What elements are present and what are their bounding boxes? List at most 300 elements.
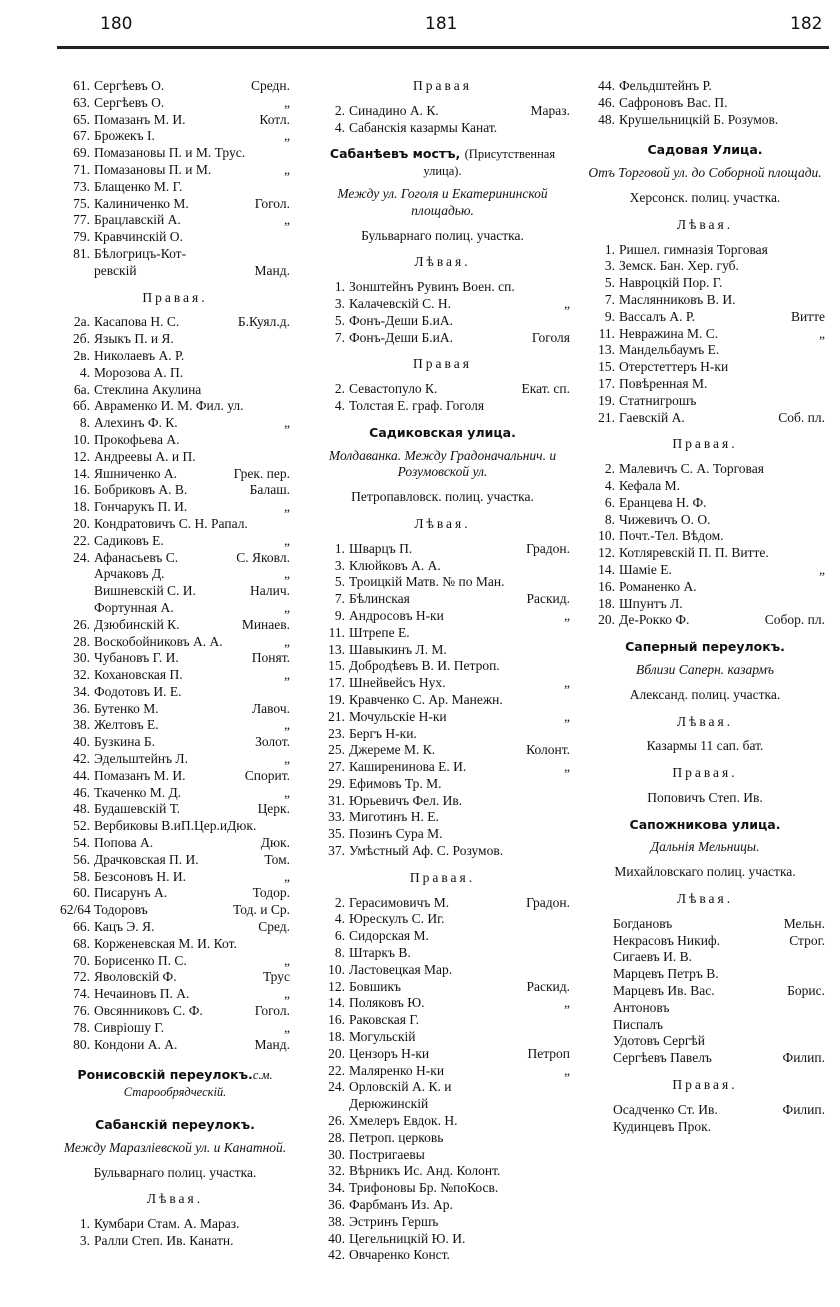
owner-name: Корженевская М. И. Кот. — [94, 935, 237, 951]
house-number: 79. — [73, 229, 90, 245]
owner-name: Навроцкій Пор. Г. — [619, 275, 723, 291]
entry-row — [60, 1020, 290, 1037]
owner-name: Драчковская П. И. — [94, 851, 199, 867]
entry-row — [585, 579, 825, 596]
cross-street: Строг. — [789, 932, 825, 948]
entry-row — [613, 1102, 825, 1119]
entry-row — [60, 229, 290, 246]
house-number: 10. — [328, 961, 345, 977]
owner-name: Сафроновъ Вас. П. — [619, 94, 728, 110]
entry-row — [585, 596, 825, 613]
entry-row — [315, 809, 570, 826]
owner-name: Помазановы П. и М. — [94, 161, 212, 177]
owner-name: Ралли Степ. Ив. Канатн. — [94, 1233, 234, 1248]
owner-name: Кохановская П. — [94, 667, 183, 683]
cross-street: „ — [284, 599, 290, 615]
cross-street: „ — [564, 295, 570, 311]
owner-name: Кудинцевъ Прок. — [613, 1118, 712, 1134]
entry-row — [315, 1029, 570, 1046]
house-number: 20. — [328, 1045, 345, 1061]
house-number: 12. — [328, 978, 345, 994]
entry-row — [315, 642, 570, 659]
house-number: 20. — [73, 515, 90, 531]
entry-row — [60, 902, 290, 919]
entry-row — [585, 461, 825, 478]
owner-name: Клюйковъ А. А. — [349, 557, 441, 573]
cross-street: Минаев. — [241, 616, 290, 632]
cross-street: Тод. и Ср. — [233, 902, 290, 918]
owner-name: Некрасовъ Никиф. — [613, 932, 721, 948]
section-label: Правая. — [672, 436, 738, 452]
owner-name: Гончарукъ П. И. — [94, 499, 188, 515]
owner-name: Сивріошу Г. — [94, 1019, 165, 1035]
house-number: 1. — [604, 241, 615, 257]
owner-name: Воскобойниковъ А. А. — [94, 633, 223, 649]
house-number: 52. — [73, 818, 90, 834]
owner-name: Ткаченко М. Д. — [94, 784, 182, 800]
cross-street: Том. — [264, 851, 290, 867]
section-label: Правая — [413, 356, 472, 372]
police-district: Бульварнаго полиц. участка. — [93, 1164, 257, 1180]
owner-name: Безсоновъ Н. И. — [94, 868, 186, 884]
entry-row — [315, 658, 570, 675]
cross-street: Витте — [790, 308, 825, 324]
entry-row — [315, 1046, 570, 1063]
entry-row — [315, 313, 570, 330]
entry-row — [315, 826, 570, 843]
entry-row — [60, 449, 290, 466]
owner-name: Герасимовичъ М. — [349, 894, 450, 910]
entry-row — [315, 895, 570, 912]
cross-street: Мараз. — [530, 102, 570, 118]
owner-name: Марцевъ Петръ В. — [613, 966, 719, 982]
owner-name: Фарбманъ Из. Ар. — [349, 1197, 453, 1213]
owner-name: Сергѣевъ О. — [94, 94, 165, 110]
cross-street: Филип. — [782, 1050, 825, 1066]
entry-row — [315, 928, 570, 945]
house-number: 2. — [334, 102, 345, 118]
cross-street: Дюк. — [260, 835, 290, 851]
police-district: Петропавловск. полиц. участка. — [351, 489, 534, 505]
house-number: 6б. — [73, 398, 90, 414]
entry-row — [585, 410, 825, 427]
house-number: 38. — [73, 717, 90, 733]
house-number: 6а. — [73, 381, 90, 397]
street-between: Между Маразліевской ул. и Канатной. — [63, 1139, 287, 1155]
owner-name: Яволовскій Ф. — [94, 969, 177, 985]
owner-name: Сергѣевъ Павелъ — [613, 1050, 712, 1066]
house-number: 18. — [73, 499, 90, 515]
entry-row — [60, 482, 290, 499]
owner-name: Шаміе Е. — [619, 561, 672, 577]
owner-name: Кумбари Стам. А. Мараз. — [94, 1216, 240, 1232]
cross-street: Раскид. — [526, 591, 570, 607]
owner-name: Помазанъ М. И. — [94, 767, 186, 783]
house-number: 20. — [598, 612, 615, 628]
house-number: 33. — [328, 809, 345, 825]
owner-name: Бовшикъ — [349, 978, 402, 994]
owner-name: Трифоновы Бр. №поКосв. — [349, 1180, 499, 1196]
owner-name: Чубановъ Г. И. — [94, 650, 179, 666]
house-number: 30. — [328, 1146, 345, 1162]
owner-name: Эстринъ Гершъ — [349, 1213, 439, 1229]
entry-row — [585, 393, 825, 410]
house-number: 15. — [598, 359, 615, 375]
owner-name: Авраменко И. М. Фил. ул. — [94, 398, 244, 414]
entry-row — [60, 78, 290, 95]
street-name: Сабанѣевъ мостъ, — [329, 146, 461, 162]
section-label: Лѣвая. — [146, 1191, 204, 1207]
cross-street: „ — [284, 986, 290, 1002]
cross-street: Б.Куял.д. — [237, 314, 290, 330]
cross-street: „ — [284, 633, 290, 649]
entry-row — [60, 1216, 290, 1233]
entry-row — [315, 1096, 570, 1113]
owner-name: Овсянниковъ С. Ф. — [94, 1003, 203, 1019]
entry-list — [315, 895, 570, 1265]
cross-street: Соб. пл. — [778, 409, 825, 425]
house-number: 19. — [598, 392, 615, 408]
owner-name: Фонъ-Деши Б.иА. — [349, 329, 453, 345]
entry-list — [585, 78, 825, 128]
owner-name: Мандельбаумъ Е. — [619, 342, 720, 358]
entry-row — [315, 591, 570, 608]
owner-name: Марцевъ Ив. Вас. — [613, 983, 715, 999]
cross-street: „ — [564, 675, 570, 691]
house-number: 1. — [334, 279, 345, 295]
cross-street: Градон. — [526, 894, 570, 910]
owner-name: Писпалъ — [613, 1016, 664, 1032]
owner-name: Шпунтъ Л. — [619, 595, 683, 611]
house-number: 70. — [73, 952, 90, 968]
house-number: 24. — [73, 549, 90, 565]
owner-name: Кондратовичъ С. Н. Рапал. — [94, 515, 248, 531]
owner-name: Де-Рокко Ф. — [619, 612, 690, 628]
entry-row — [60, 95, 290, 112]
section-label: Правая. — [672, 1077, 738, 1093]
owner-name: Орловскій А. К. и — [349, 1079, 452, 1095]
owner-name: Шварцъ П. — [349, 540, 413, 556]
entry-row — [585, 326, 825, 343]
house-number: 40. — [73, 734, 90, 750]
cross-street: „ — [564, 995, 570, 1011]
entry-row — [60, 398, 290, 415]
entry-row — [315, 1130, 570, 1147]
house-number: 48. — [73, 801, 90, 817]
entry-row — [60, 466, 290, 483]
owner-name: Помазановы П. и М. Трус. — [94, 145, 246, 161]
owner-name: Сабанскія казармы Канат. — [349, 119, 498, 135]
entry-row — [60, 1037, 290, 1054]
page-number-center: 181 — [425, 14, 458, 34]
entry-text: Казармы 11 сап. бат. — [646, 738, 764, 754]
cross-street: Гогол. — [254, 195, 290, 211]
entry-row — [60, 179, 290, 196]
entry-row — [585, 78, 825, 95]
street-heading: Садовая Улица. — [647, 142, 763, 158]
section-label: Правая — [413, 78, 472, 93]
entry-row — [60, 801, 290, 818]
owner-name: Овчаренко Конст. — [349, 1247, 450, 1263]
house-number: 67. — [73, 128, 90, 144]
house-number: 16. — [328, 1012, 345, 1028]
house-number: 7. — [604, 291, 615, 307]
cross-street: Екат. сп. — [521, 381, 570, 397]
entry-row — [60, 1003, 290, 1020]
house-number: 11. — [598, 325, 615, 341]
house-number: 46. — [73, 784, 90, 800]
page-number-right: 182 — [790, 14, 823, 34]
entry-row — [60, 600, 290, 617]
entry-row — [60, 986, 290, 1003]
section-label: Лѣвая. — [414, 254, 471, 270]
cross-street: „ — [284, 868, 290, 884]
cross-street: Золот. — [255, 734, 290, 750]
house-number: 22. — [328, 1062, 345, 1078]
owner-name: Ластовецкая Мар. — [349, 961, 453, 977]
owner-name: Морозова А. П. — [94, 364, 184, 380]
house-number: 14. — [598, 561, 615, 577]
house-number: 10. — [73, 431, 90, 447]
owner-name: Богдановъ — [613, 915, 673, 931]
house-number: 3. — [334, 557, 345, 573]
entry-row — [585, 95, 825, 112]
house-number: 75. — [73, 195, 90, 211]
entry-row — [315, 843, 570, 860]
owner-name: Вѣрникъ Ис. Анд. Колонт. — [349, 1163, 501, 1179]
owner-name: Чижевичъ О. О. — [619, 511, 711, 527]
entry-row — [60, 634, 290, 651]
entry-row — [613, 1017, 825, 1034]
entry-row — [315, 995, 570, 1012]
entry-row — [315, 692, 570, 709]
entry-list — [60, 314, 290, 1053]
owner-name: Фельдштейнъ Р. — [619, 78, 712, 93]
owner-name: Кацъ Э. Я. — [94, 919, 155, 935]
owner-name: Зонштейнъ Рувинъ Воен. сп. — [349, 279, 515, 295]
entry-row — [315, 296, 570, 313]
entry-row — [60, 382, 290, 399]
cross-street: „ — [284, 212, 290, 228]
owner-name: Бобриковъ А. В. — [94, 482, 188, 498]
house-number: 18. — [328, 1029, 345, 1045]
owner-name: Повѣренная М. — [619, 375, 708, 391]
street-between: Между ул. Гоголя и Екатерининской площадью. — [337, 185, 548, 218]
entry-row — [315, 574, 570, 591]
page-number-left: 180 — [100, 14, 133, 34]
entry-row — [315, 279, 570, 296]
entry-list — [585, 461, 825, 629]
entry-row — [613, 1050, 825, 1067]
owner-name: Осадченко Ст. Ив. — [613, 1101, 718, 1117]
cross-street: Манд. — [254, 262, 290, 278]
police-district: Александ. полиц. участка. — [629, 686, 781, 702]
house-number: 3. — [334, 295, 345, 311]
house-number: 66. — [73, 919, 90, 935]
street-between: Вблизи Саперн. казармъ — [636, 661, 774, 677]
owner-name: Цегельницкій Ю. И. — [349, 1230, 466, 1246]
house-number: 26. — [73, 616, 90, 632]
house-number: 30. — [73, 650, 90, 666]
owner-name: Удотовъ Сергѣй — [613, 1033, 705, 1049]
owner-name: Касапова Н. С. — [94, 314, 180, 330]
house-number: 15. — [328, 658, 345, 674]
entry-row — [60, 128, 290, 145]
police-district: Михайловскаго полиц. участка. — [614, 864, 796, 880]
entry-row — [60, 667, 290, 684]
entry-row — [585, 562, 825, 579]
cross-street: Лавоч. — [252, 700, 290, 716]
entry-row — [60, 263, 290, 280]
entry-row — [60, 869, 290, 886]
owner-name: Позинъ Сура М. — [349, 826, 443, 842]
house-number: 76. — [73, 1003, 90, 1019]
house-number: 54. — [73, 835, 90, 851]
entry-row — [60, 516, 290, 533]
owner-name: Прокофьева А. — [94, 431, 180, 447]
house-number: 72. — [73, 969, 90, 985]
owner-name: Отерстеттеръ Н-ки — [619, 359, 729, 375]
entry-row — [613, 1000, 825, 1017]
house-number: 13. — [328, 641, 345, 657]
cross-street: Борис. — [787, 983, 825, 999]
entry-row — [60, 212, 290, 229]
entry-text: Поповичъ Степ. Ив. — [647, 789, 763, 805]
cross-street: Средн. — [250, 78, 290, 93]
entry-row — [585, 545, 825, 562]
entry-row — [60, 348, 290, 365]
owner-name: Кондони А. А. — [94, 1036, 178, 1052]
cross-street: „ — [564, 708, 570, 724]
owner-name: Бѣлогрицъ-Кот- — [94, 245, 187, 261]
house-number: 32. — [73, 667, 90, 683]
header-rule — [57, 46, 829, 49]
entry-row — [315, 1231, 570, 1248]
entry-row — [315, 742, 570, 759]
owner-name: Земск. Бан. Хер. губ. — [619, 258, 739, 274]
owner-name: Помазанъ М. И. — [94, 111, 186, 127]
owner-name: Сигаевъ И. В. — [613, 949, 693, 965]
owner-name: Штрепе Е. — [349, 624, 410, 640]
house-number: 19. — [328, 691, 345, 707]
cross-street: Раскид. — [526, 978, 570, 994]
house-number: 4. — [79, 364, 90, 380]
entry-row — [585, 512, 825, 529]
entry-row — [60, 885, 290, 902]
entry-row — [315, 1214, 570, 1231]
house-number: 5. — [334, 312, 345, 328]
house-number: 25. — [328, 742, 345, 758]
owner-name: Андросовъ Н-ки — [349, 607, 444, 623]
entry-row — [315, 759, 570, 776]
owner-name: Яшниченко А. — [94, 465, 177, 481]
cross-street: „ — [564, 607, 570, 623]
house-number: 61. — [73, 78, 90, 93]
owner-name: Петроп. церковь — [349, 1129, 444, 1145]
entry-row — [60, 701, 290, 718]
owner-name: Вассалъ А. Р. — [619, 308, 696, 324]
house-number: 73. — [73, 178, 90, 194]
entry-row — [60, 145, 290, 162]
entry-row — [613, 1119, 825, 1136]
cross-street: „ — [284, 1019, 290, 1035]
entry-row — [585, 495, 825, 512]
house-number: 38. — [328, 1213, 345, 1229]
owner-name: Алехинъ Ф. К. — [94, 415, 178, 431]
owner-name: Романенко А. — [619, 578, 697, 594]
house-number: 26. — [328, 1113, 345, 1129]
entry-row — [60, 751, 290, 768]
entry-row — [60, 246, 290, 263]
house-number: 28. — [73, 633, 90, 649]
cross-street: „ — [284, 128, 290, 144]
house-number: 14. — [73, 465, 90, 481]
house-number: 28. — [328, 1129, 345, 1145]
entry-row — [315, 381, 570, 398]
owner-name: Джереме М. К. — [349, 742, 436, 758]
cross-street: Понят. — [251, 650, 290, 666]
entry-row — [315, 979, 570, 996]
entry-row — [315, 1163, 570, 1180]
cross-street: С. Яковл. — [236, 549, 290, 565]
entry-row — [60, 768, 290, 785]
entry-row — [613, 983, 825, 1000]
entry-row — [315, 776, 570, 793]
owner-name: Сергѣевъ О. — [94, 78, 165, 93]
owner-name: Троицкій Матв. № по Ман. — [349, 574, 505, 590]
column-middle — [315, 78, 570, 1264]
house-number: 32. — [328, 1163, 345, 1179]
owner-name: Гаевскій А. — [619, 409, 685, 425]
cross-street: Балаш. — [249, 482, 290, 498]
entry-row — [315, 709, 570, 726]
house-number: 8. — [334, 945, 345, 961]
cross-street: Тодор. — [252, 885, 290, 901]
entry-row — [60, 112, 290, 129]
entry-row — [60, 852, 290, 869]
house-number: 16. — [598, 578, 615, 594]
entry-row — [585, 342, 825, 359]
house-number: 1. — [334, 540, 345, 556]
house-number: 12. — [598, 545, 615, 561]
entry-row — [60, 936, 290, 953]
cross-street: „ — [284, 952, 290, 968]
house-number: 21. — [598, 409, 615, 425]
house-number: 34. — [328, 1180, 345, 1196]
house-number: 17. — [328, 675, 345, 691]
entry-row — [60, 583, 290, 600]
entry-row — [613, 933, 825, 950]
entry-row — [585, 242, 825, 259]
entry-list — [315, 381, 570, 415]
owner-name: Дзюбинскій К. — [94, 616, 180, 632]
entry-row — [585, 258, 825, 275]
house-number: 6. — [334, 928, 345, 944]
entry-row — [60, 499, 290, 516]
entry-row — [60, 533, 290, 550]
entry-row — [315, 726, 570, 743]
house-number: 5. — [604, 275, 615, 291]
cross-street: Колонт. — [526, 742, 570, 758]
entry-row — [60, 432, 290, 449]
house-number: 44. — [598, 78, 615, 93]
street-note: (Присутственная улица). — [423, 147, 556, 179]
house-number: 8. — [604, 511, 615, 527]
entry-row — [315, 558, 570, 575]
owner-name: Кравчинскій О. — [94, 229, 183, 245]
house-number: 3. — [79, 1233, 90, 1248]
owner-name: Стеклина Акулина — [94, 381, 202, 397]
